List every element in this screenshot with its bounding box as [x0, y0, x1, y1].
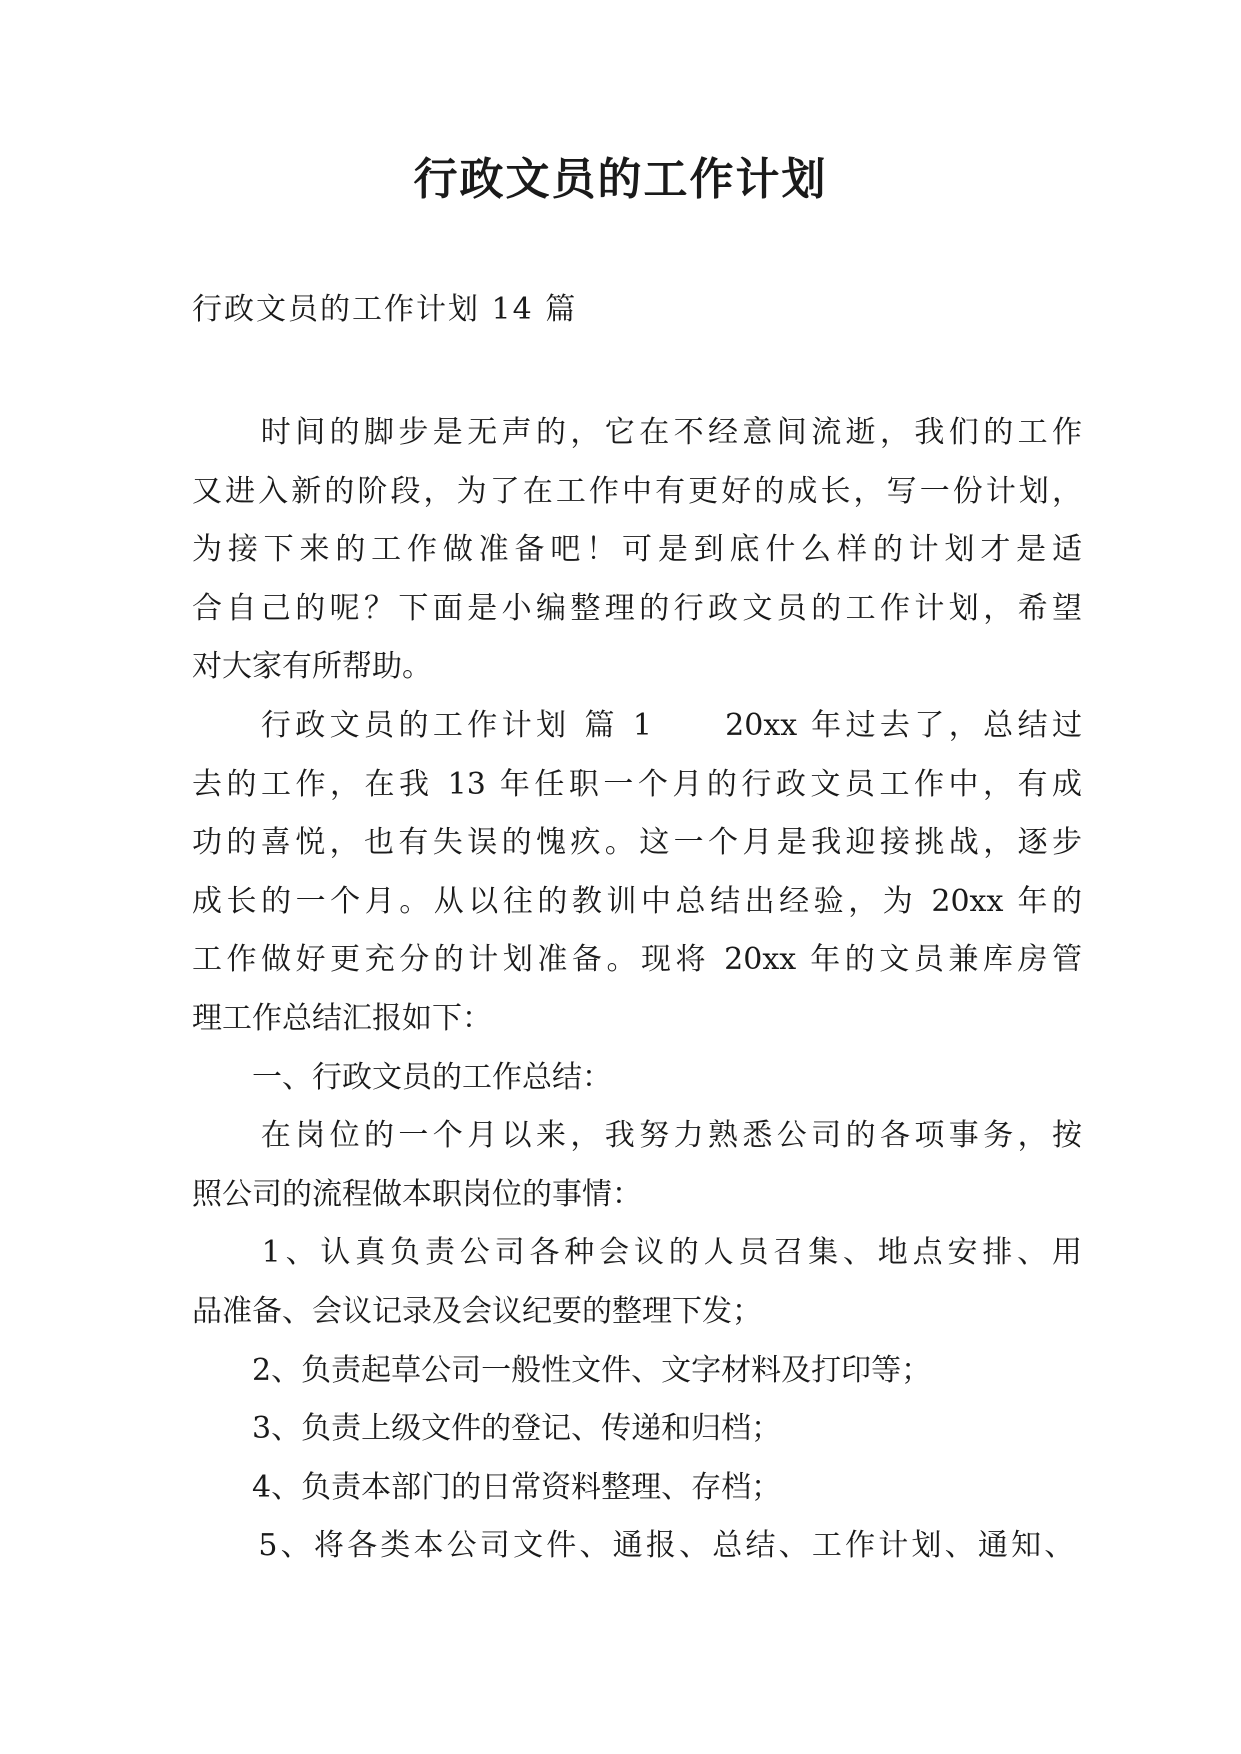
- document-title: 行政文员的工作计划: [413, 154, 828, 205]
- body-line: 合自己的呢？下面是小编整理的行政文员的工作计划，希望: [192, 590, 1082, 626]
- body-line: 理工作总结汇报如下：: [192, 1000, 492, 1036]
- document-subtitle: 行政文员的工作计划 14 篇: [192, 292, 578, 327]
- body-line: 工作做好更充分的计划准备。现将 20xx 年的文员兼库房管: [192, 942, 1082, 978]
- body-line: 1、认真负责公司各种会议的人员召集、地点安排、用: [192, 1235, 1082, 1271]
- body-line: 3、负责上级文件的登记、传递和归档；: [192, 1411, 782, 1447]
- body-line: 又进入新的阶段，为了在工作中有更好的成长，写一份计划，: [192, 473, 1082, 509]
- body-line: 在岗位的一个月以来，我努力熟悉公司的各项事务，按: [192, 1118, 1082, 1154]
- body-line: 时间的脚步是无声的，它在不经意间流逝，我们的工作: [192, 415, 1082, 450]
- body-line: 2、负责起草公司一般性文件、文字材料及打印等；: [192, 1352, 932, 1388]
- body-line: 为接下来的工作做准备吧！可是到底什么样的计划才是适: [192, 532, 1082, 568]
- body-line: 行政文员的工作计划 篇 1 20xx 年过去了，总结过: [192, 707, 1082, 743]
- body-line: 品准备、会议记录及会议纪要的整理下发；: [192, 1293, 762, 1329]
- body-line: 5、将各类本公司文件、通报、总结、工作计划、通知、: [192, 1528, 1078, 1564]
- body-line: 成长的一个月。从以往的教训中总结出经验，为 20xx 年的: [192, 883, 1082, 919]
- body-line: 功的喜悦，也有失误的愧疚。这一个月是我迎接挑战，逐步: [192, 825, 1082, 861]
- body-line: 4、负责本部门的日常资料整理、存档；: [192, 1469, 782, 1505]
- body-line: 对大家有所帮助。: [192, 649, 432, 685]
- body-line: 去的工作，在我 13 年任职一个月的行政文员工作中，有成: [192, 766, 1082, 802]
- body-line: 一、行政文员的工作总结：: [192, 1059, 612, 1095]
- body-line: 照公司的流程做本职岗位的事情：: [192, 1176, 642, 1212]
- document-body: [192, 404, 1082, 1576]
